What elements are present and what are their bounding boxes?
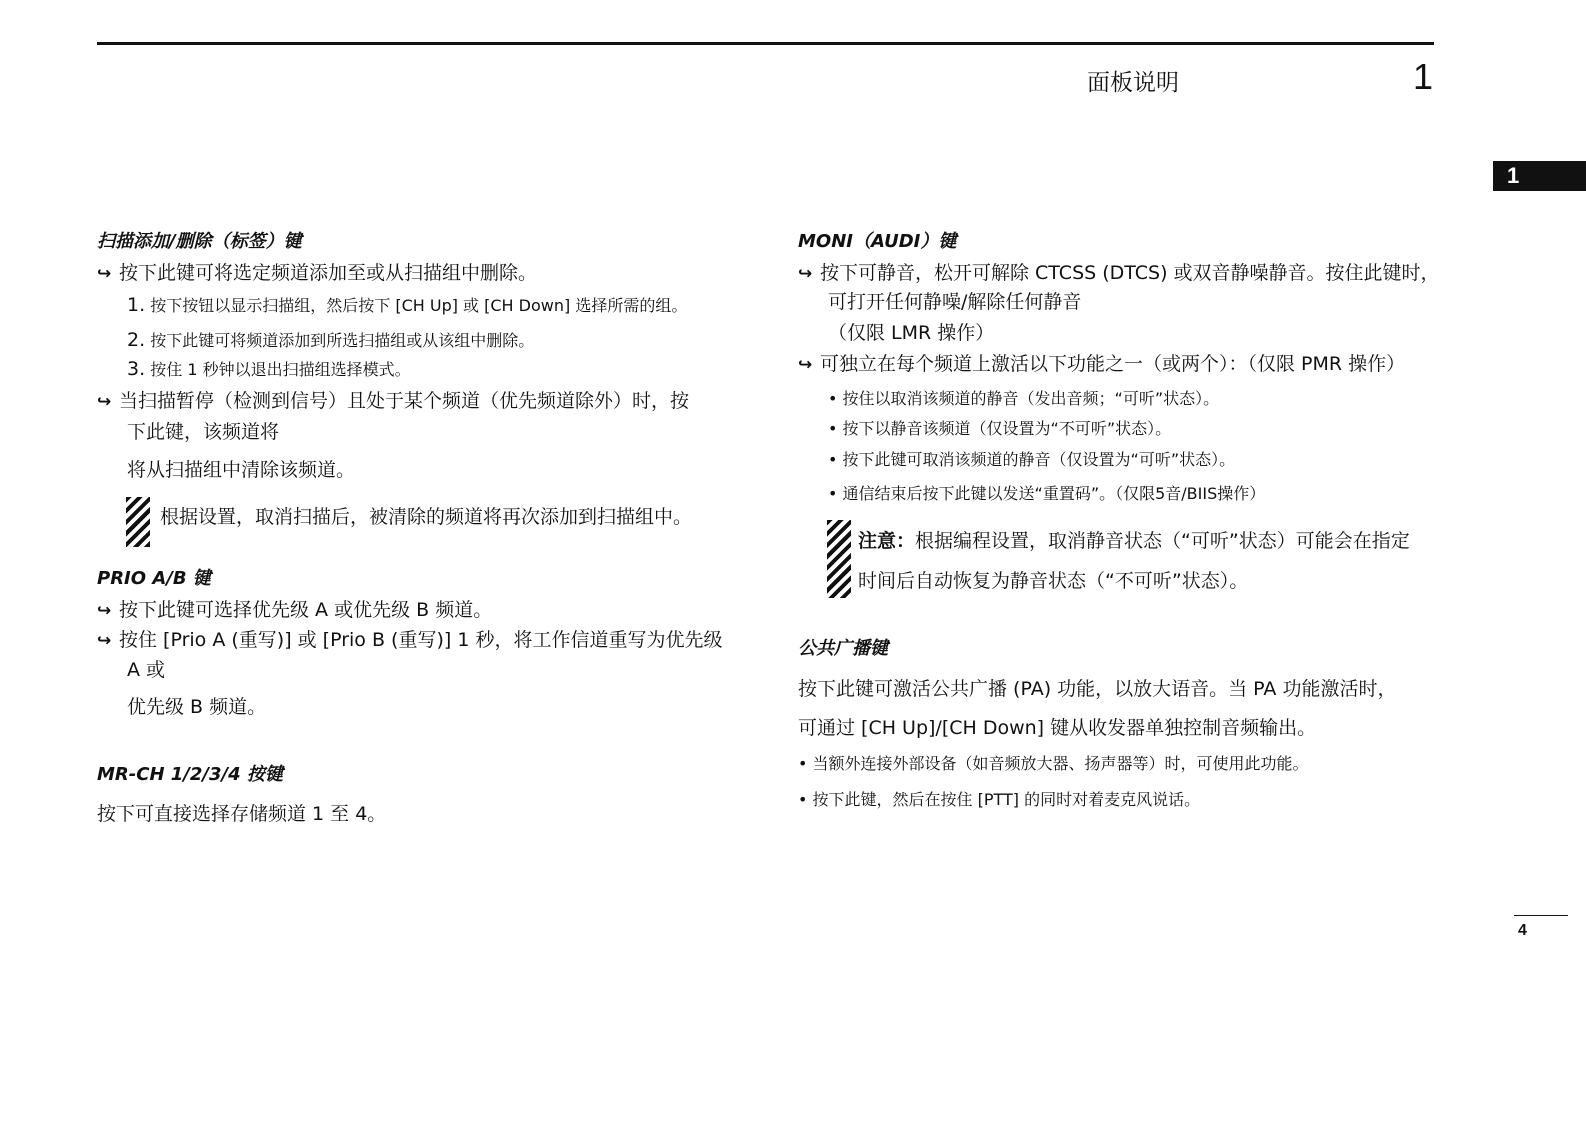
moni-key-arrow-1-cont: 可打开任何静噪/解除任何静音 xyxy=(828,291,1082,313)
scan-key-arrow-2-cont2: 将从扫描组中清除该频道。 xyxy=(127,459,356,481)
scan-key-arrow-2: ↪ 当扫描暂停（检测到信号）且处于某个频道（优先频道除外）时，按 xyxy=(97,390,690,412)
scan-key-title: 扫描添加/删除（标签）键 xyxy=(97,231,302,252)
pa-bullet-2: • 按下此键，然后在按住 [PTT] 的同时对着麦克风说话。 xyxy=(798,790,1201,809)
chapter-side-tab xyxy=(1493,161,1586,191)
moni-bullet-3: • 按下此键可取消该频道的静音（仅设置为“可听”状态）。 xyxy=(828,450,1236,469)
moni-bullet-1: • 按住以取消该频道的静音（发出音频；“可听”状态）。 xyxy=(828,389,1220,408)
arrow-icon: ↪ xyxy=(97,601,112,621)
moni-bullet-2: • 按下以静音该频道（仅设置为“不可听”状态）。 xyxy=(828,419,1172,438)
mrch-key-title: MR-CH 1/2/3/4 按键 xyxy=(97,764,283,785)
page-number: 4 xyxy=(1518,922,1527,939)
moni-key-arrow-1: ↪ 按下可静音，松开可解除 CTCSS (DTCS) 或双音静噪静音。按住此键时， xyxy=(798,262,1440,284)
mrch-key-text: 按下可直接选择存储频道 1 至 4。 xyxy=(97,803,387,825)
prio-key-arrow-2-cont: A 或 xyxy=(127,659,166,681)
arrow-icon: ↪ xyxy=(798,264,813,284)
arrow-icon: ↪ xyxy=(97,631,112,651)
header-rule xyxy=(97,42,1434,45)
moni-bullet-4: • 通信结束后按下此键以发送“重置码”。（仅限5音/BIIS操作） xyxy=(828,484,1266,503)
prio-key-title: PRIO A/B 键 xyxy=(97,568,211,589)
scan-key-arrow-1: ↪ 按下此键可将选定频道添加至或从扫描组中删除。 xyxy=(97,262,538,284)
arrow-icon: ↪ xyxy=(97,392,112,412)
pa-bullet-1: • 当额外连接外部设备（如音频放大器、扬声器等）时，可使用此功能。 xyxy=(798,754,1309,773)
side-tab-label: 1 xyxy=(1507,163,1520,188)
note-hatch-icon xyxy=(126,497,150,547)
prio-key-arrow-1: ↪ 按下此键可选择优先级 A 或优先级 B 频道。 xyxy=(97,599,493,621)
scan-key-arrow-2-cont: 下此键，该频道将 xyxy=(127,421,280,443)
pa-key-line-1: 按下此键可激活公共广播 (PA) 功能，以放大语音。当 PA 功能激活时， xyxy=(798,678,1397,700)
note-hatch-icon xyxy=(827,520,851,598)
prio-key-arrow-2-cont2: 优先级 B 频道。 xyxy=(127,696,267,718)
header-title: 面板说明 xyxy=(1087,70,1179,96)
arrow-icon: ↪ xyxy=(798,355,813,375)
moni-key-arrow-1-cont2: （仅限 LMR 操作） xyxy=(828,322,995,344)
scan-step-1: 1. 按下按钮以显示扫描组，然后按下 [CH Up] 或 [CH Down] 选择所需的组。 xyxy=(127,294,688,316)
arrow-icon: ↪ xyxy=(97,264,112,284)
prio-key-arrow-2: ↪ 按住 [Prio A (重写)] 或 [Prio B (重写)] 1 秒，将工作信道重写为优先级 xyxy=(97,629,723,651)
scan-step-2: 2. 按下此键可将频道添加到所选扫描组或从该组中删除。 xyxy=(127,329,535,351)
moni-note-line-2: 时间后自动恢复为静音状态（“不可听”状态）。 xyxy=(858,570,1249,592)
pa-key-title: 公共广播键 xyxy=(798,638,888,659)
page-number-rule xyxy=(1514,915,1568,916)
moni-key-title: MONI（AUDI）键 xyxy=(798,231,957,252)
scan-step-3: 3. 按住 1 秒钟以退出扫描组选择模式。 xyxy=(127,358,411,380)
moni-key-arrow-2: ↪ 可独立在每个频道上激活以下功能之一（或两个）：（仅限 PMR 操作） xyxy=(798,353,1406,375)
scan-note: 根据设置，取消扫描后，被清除的频道将再次添加到扫描组中。 xyxy=(160,506,693,528)
moni-note-line-1: 注意：根据编程设置，取消静音状态（“可听”状态）可能会在指定 xyxy=(858,530,1410,552)
chapter-number: 1 xyxy=(1413,56,1434,97)
pa-key-line-2: 可通过 [CH Up]/[CH Down] 键从收发器单独控制音频输出。 xyxy=(798,717,1317,739)
